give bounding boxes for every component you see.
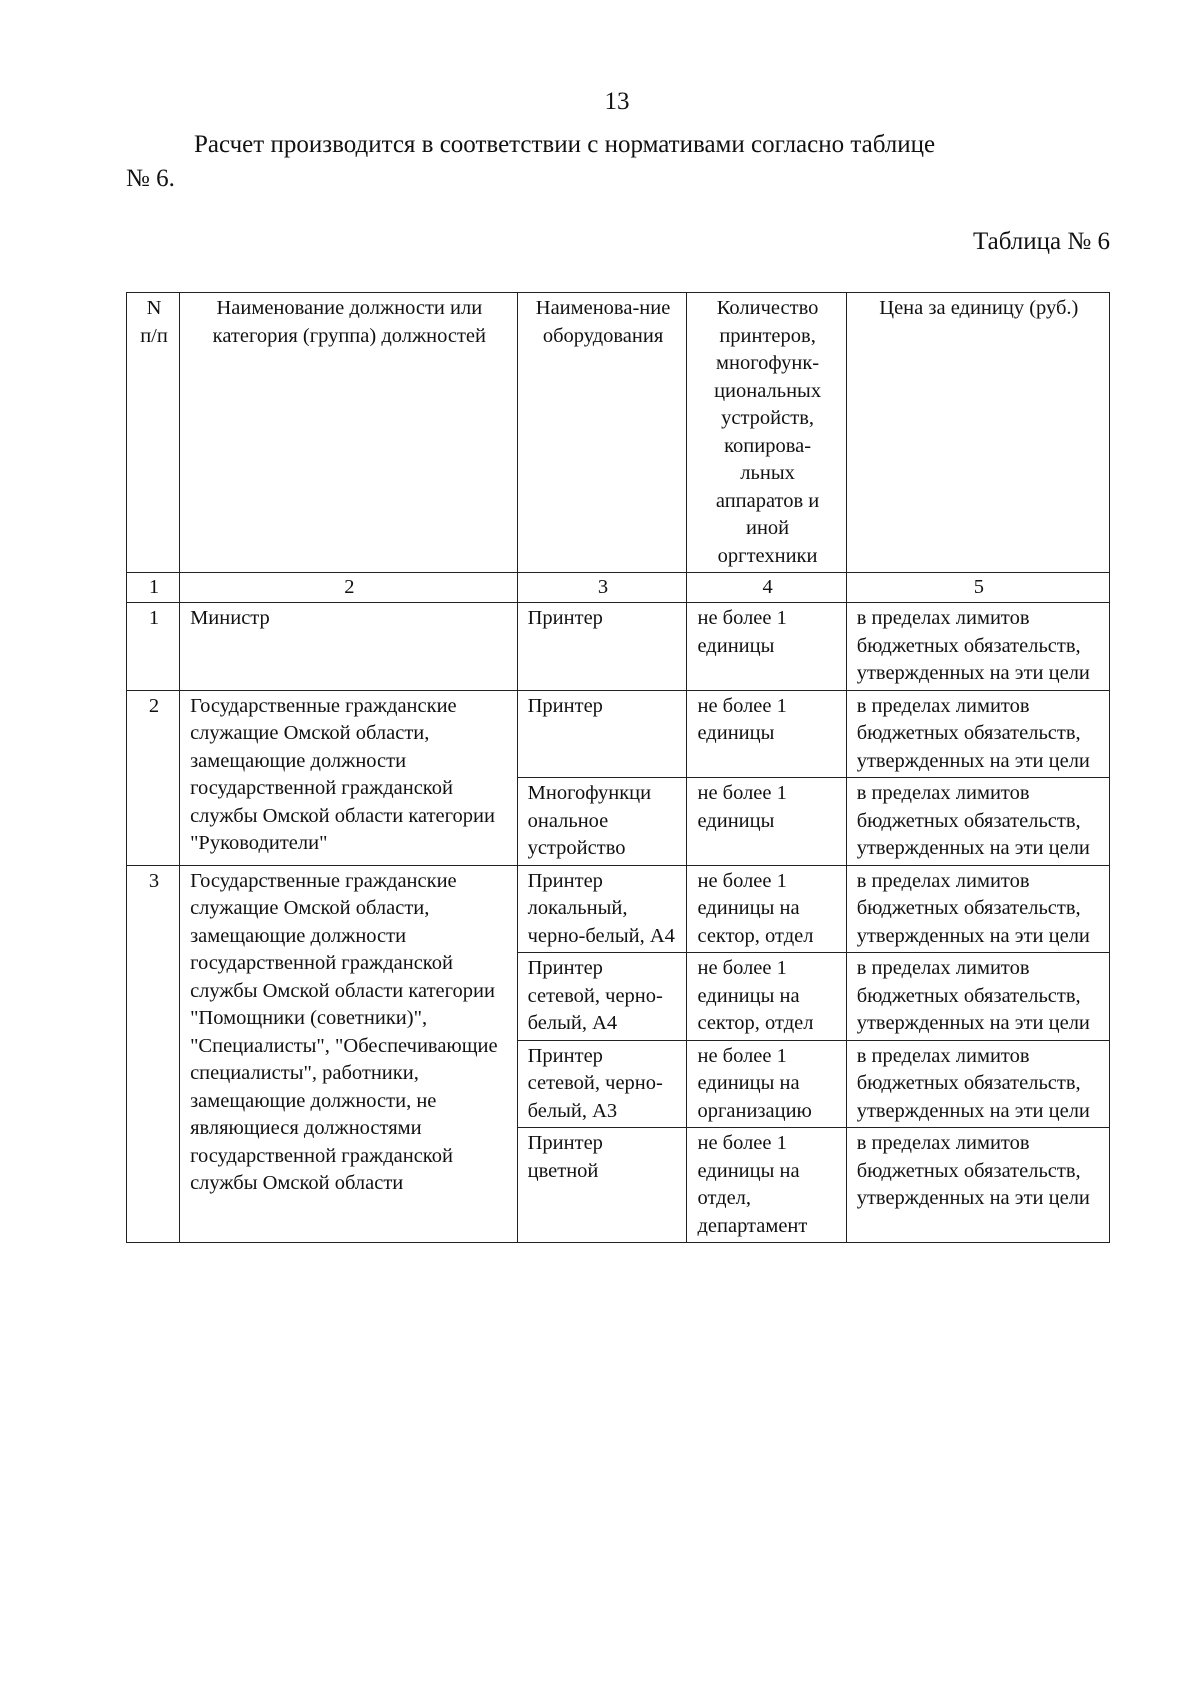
table-row [127,865,1110,953]
column-number: 3 [517,573,687,603]
header-quantity: Количество принтеров, многофунк-циональных устройств, копирова-льных аппаратов и иной оргтехники [687,293,846,573]
column-number: 1 [127,573,180,603]
quantity-cell: не более 1 единицы на отдел, департамент [687,1128,846,1243]
column-number-row [127,573,1110,603]
header-position: Наименование должности или категория (группа) должностей [180,293,518,573]
equipment-cell: Принтер цветной [517,1128,687,1243]
equipment-cell: Принтер сетевой, черно-белый, А3 [517,1040,687,1128]
column-number: 5 [846,573,1109,603]
quantity-cell: не более 1 единицы [687,778,846,866]
row-number: 2 [127,690,180,865]
table-caption: Таблица № 6 [972,228,1110,255]
price-cell: в пределах лимитов бюджетных обязательств, утвержденных на эти цели [846,1040,1109,1128]
price-cell: в пределах лимитов бюджетных обязательств, утвержденных на эти цели [846,778,1109,866]
intro-line-1: Расчет производится в соответствии с нормативами согласно таблице [194,131,936,158]
quantity-cell: не более 1 единицы на организацию [687,1040,846,1128]
position-cell: Государственные гражданские служащие Омской области, замещающие должности государственной гражданской службы Омской области категории "Помощники (советники)", "Специалисты", "Обеспечивающие специалисты", работники, замещающие должности, не являющиеся должностями государственной гражданской службы Омской области [180,865,518,1243]
intro-line-2: № 6. [126,165,175,192]
equipment-cell: Принтер сетевой, черно-белый, А4 [517,953,687,1041]
page-number: 13 [604,88,630,115]
price-cell: в пределах лимитов бюджетных обязательств, утвержденных на эти цели [846,865,1109,953]
equipment-cell: Многофункци ональное устройство [517,778,687,866]
intro-paragraph [126,128,1101,196]
quantity-cell: не более 1 единицы на сектор, отдел [687,865,846,953]
table-header-row [127,293,1110,573]
equipment-cell: Принтер [517,690,687,778]
equipment-cell: Принтер локальный, черно-белый, А4 [517,865,687,953]
header-num: N п/п [127,293,180,573]
position-cell: Государственные гражданские служащие Омской области, замещающие должности государственной гражданской службы Омской области категории "Руководители" [180,690,518,865]
equipment-cell: Принтер [517,603,687,691]
price-cell: в пределах лимитов бюджетных обязательств, утвержденных на эти цели [846,690,1109,778]
quantity-cell: не более 1 единицы [687,603,846,691]
row-number: 3 [127,865,180,1243]
column-number: 4 [687,573,846,603]
quantity-cell: не более 1 единицы [687,690,846,778]
price-cell: в пределах лимитов бюджетных обязательств, утвержденных на эти цели [846,603,1109,691]
price-cell: в пределах лимитов бюджетных обязательств, утвержденных на эти цели [846,1128,1109,1243]
quantity-cell: не более 1 единицы на сектор, отдел [687,953,846,1041]
row-number: 1 [127,603,180,691]
position-cell: Министр [180,603,518,691]
price-cell: в пределах лимитов бюджетных обязательств, утвержденных на эти цели [846,953,1109,1041]
norms-table [126,292,1110,1243]
table-row [127,603,1110,691]
header-equipment: Наименова-ние оборудования [517,293,687,573]
table-row [127,690,1110,778]
header-price: Цена за единицу (руб.) [846,293,1109,573]
column-number: 2 [180,573,518,603]
